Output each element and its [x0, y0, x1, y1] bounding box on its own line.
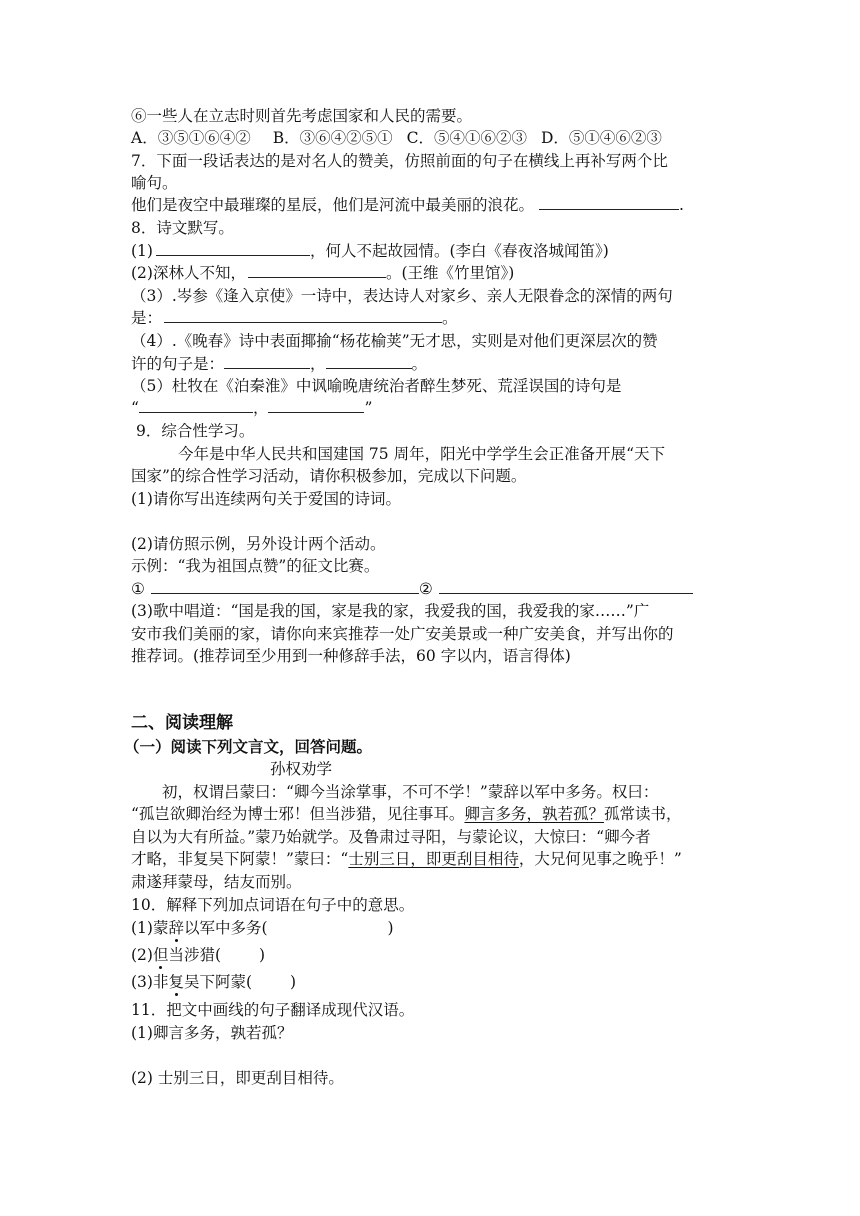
q9-sub3-line2: 安市我们美丽的家，请你向来宾推荐一处广安美景或一种广安美食，并写出你的	[131, 625, 674, 643]
q11-sentence2: (2) 士别三日，即更刮目相待。	[131, 1069, 344, 1087]
q8-item1-blank[interactable]	[156, 240, 310, 256]
essay-title: 孙权劝学	[270, 760, 333, 778]
dotted-word-dan: 但	[152, 946, 169, 964]
q8-item3-text: 是：	[131, 309, 163, 327]
q9-activity2-blank[interactable]	[439, 578, 693, 594]
q8-item5-close: ”	[364, 399, 373, 417]
q8-item4-blank2[interactable]	[326, 353, 412, 369]
q8-item1	[131, 240, 609, 262]
q8-item5-blank2[interactable]	[268, 397, 364, 413]
q10-item2	[131, 944, 265, 966]
q9-intro-line1: 今年是中华人民共和国建国 75 周年，阳光中学学生会正准备开展“天下	[178, 445, 666, 463]
q9-example: 示例：“我为祖国点赞”的征文比赛。	[131, 557, 380, 575]
q10-item3-pre: (3)非	[131, 973, 169, 991]
q9-sub2: (2)请仿照示例，另外设计两个活动。	[131, 535, 386, 553]
q6-option-6: ⑥一些人在立志时则首先考虑国家和人民的需要。	[131, 107, 473, 125]
q8-item2	[131, 262, 514, 284]
essay-line2-b: 孤常读书，	[603, 805, 682, 823]
q8-title: 8．诗文默写。	[131, 219, 234, 237]
q10-item3-close: )	[290, 973, 297, 991]
q10-item3	[131, 971, 296, 993]
q8-item4-tail: 。	[411, 355, 428, 373]
q11-sentence1: (1)卿言多务，孰若孤？	[131, 1024, 293, 1042]
q10-item2-close: )	[259, 946, 266, 964]
q7-end: .	[679, 196, 684, 214]
q8-item5-line1: （5）杜牧在《泊秦淮》中讽喻晚唐统治者醉生梦死、荒淫误国的诗句是	[131, 377, 622, 395]
q6-choices	[131, 127, 662, 149]
essay-line4	[131, 848, 682, 870]
q7-answer-blank[interactable]	[539, 194, 679, 210]
choice-c: C．⑤④①⑥②③	[406, 129, 527, 147]
q7-example: 他们是夜空中最璀璨的星辰，他们是河流中最美丽的浪花。	[131, 196, 535, 214]
q9-title: 9．综合性学习。	[136, 422, 255, 440]
q10-item2-post: 当涉猎(	[168, 946, 222, 964]
q9-activity-blanks	[131, 578, 693, 600]
q10-item1	[131, 917, 394, 939]
q8-item2-text: (2)深林人不知，	[131, 264, 246, 282]
q8-item4-comma: ，	[310, 355, 326, 373]
q7-example-line	[131, 194, 684, 216]
essay-line4-a: 才略，非复吴下阿蒙！”蒙曰：“	[131, 850, 349, 868]
essay-line4-b: ，大兄何见事之晚乎！”	[518, 850, 682, 868]
q10-item1-pre: (1)蒙	[131, 919, 169, 937]
underlined-sentence-2: 士别三日，即更刮目相待	[348, 850, 519, 868]
essay-line2-a: “孤岂欲卿治经为博士邪！但当涉猎，见往事耳。	[131, 805, 465, 823]
q8-item1-num: (1)	[131, 242, 153, 260]
q8-item4-line1: （4）.《晚春》诗中表面揶揄“杨花榆荚”无才思，实则是对他们更深层次的赞	[131, 332, 658, 350]
q11-title: 11．把文中画线的句子翻译成现代汉语。	[131, 1001, 415, 1019]
essay-line3: 自以为大有所益。”蒙乃始就学。及鲁肃过寻阳，与蒙论议，大惊曰：“卿今者	[131, 828, 651, 846]
q10-item1-post: 以军中多务(	[183, 919, 268, 937]
dotted-word-fu: 复	[168, 973, 184, 991]
q8-item5-open: “	[131, 399, 139, 417]
q8-item2-tail: 。(王维《竹里馆》)	[385, 264, 515, 282]
essay-line5: 肃遂拜蒙母，结友而别。	[131, 873, 302, 891]
q10-item2-pre: (2)	[131, 946, 153, 964]
q8-item3-tail: 。	[442, 309, 458, 327]
q8-item4-blank1[interactable]	[224, 353, 310, 369]
q9-activity1-blank[interactable]	[151, 578, 419, 594]
q10-item3-post: 吴下阿蒙(	[183, 973, 253, 991]
q7-stem-line1: 7．下面一段话表达的是对名人的赞美，仿照前面的句子在横线上再补写两个比	[131, 152, 668, 170]
q8-item3-blank[interactable]	[164, 307, 442, 323]
essay-line2	[131, 803, 681, 825]
essay-line1: 初，权谓吕蒙曰：“卿今当涂掌事，不可不学！”蒙辞以军中多务。权曰：	[162, 783, 659, 801]
choice-a: A．③⑤①⑥④②	[131, 129, 251, 147]
q8-item3-line1: （3）.岑参《逢入京使》一诗中，表达诗人对家乡、亲人无限眷念的深情的两句	[131, 287, 673, 305]
q8-item3-line2	[131, 307, 458, 329]
q8-item4-line2	[131, 353, 427, 375]
q8-item4-text: 许的句子是：	[131, 355, 225, 373]
part-heading: （一）阅读下列文言文，回答问题。	[124, 738, 373, 756]
dotted-word-ci: 辞	[168, 919, 184, 937]
q10-item1-close: )	[387, 919, 394, 937]
q9-sub3-line1: (3)歌中唱道：“国是我的国，家是我的家，我爱我的国，我爱我的家……”广	[131, 602, 650, 620]
q7-stem-line2: 喻句。	[131, 174, 178, 192]
q8-item2-blank[interactable]	[248, 262, 386, 278]
underlined-sentence-1: 卿言多务，孰若孤？	[464, 805, 604, 823]
q9-intro-line2: 国家”的综合性学习活动，请你积极参加，完成以下问题。	[131, 467, 527, 485]
q9-sub1: (1)请你写出连续两句关于爱国的诗词。	[131, 490, 401, 508]
q8-item5-line2	[131, 397, 372, 419]
q10-title: 10．解释下列加点词语在句子中的意思。	[131, 896, 415, 914]
q8-item5-blank1[interactable]	[139, 397, 253, 413]
q8-item1-text: ，何人不起故园情。(李白《春夜洛城闻笛》)	[309, 242, 609, 260]
q9-sub3-line3: 推荐词。(推荐词至少用到一种修辞手法，60 字以内，语言得体)	[131, 647, 571, 665]
q8-item5-comma: ，	[252, 399, 269, 417]
choice-b: B．③⑥④②⑤①	[272, 129, 393, 147]
choice-d: D．⑤①④⑥②③	[540, 129, 662, 147]
q9-mark-2: ②	[418, 580, 433, 598]
section-heading: 二、阅读理解	[131, 713, 233, 733]
q9-mark-1: ①	[131, 580, 145, 598]
